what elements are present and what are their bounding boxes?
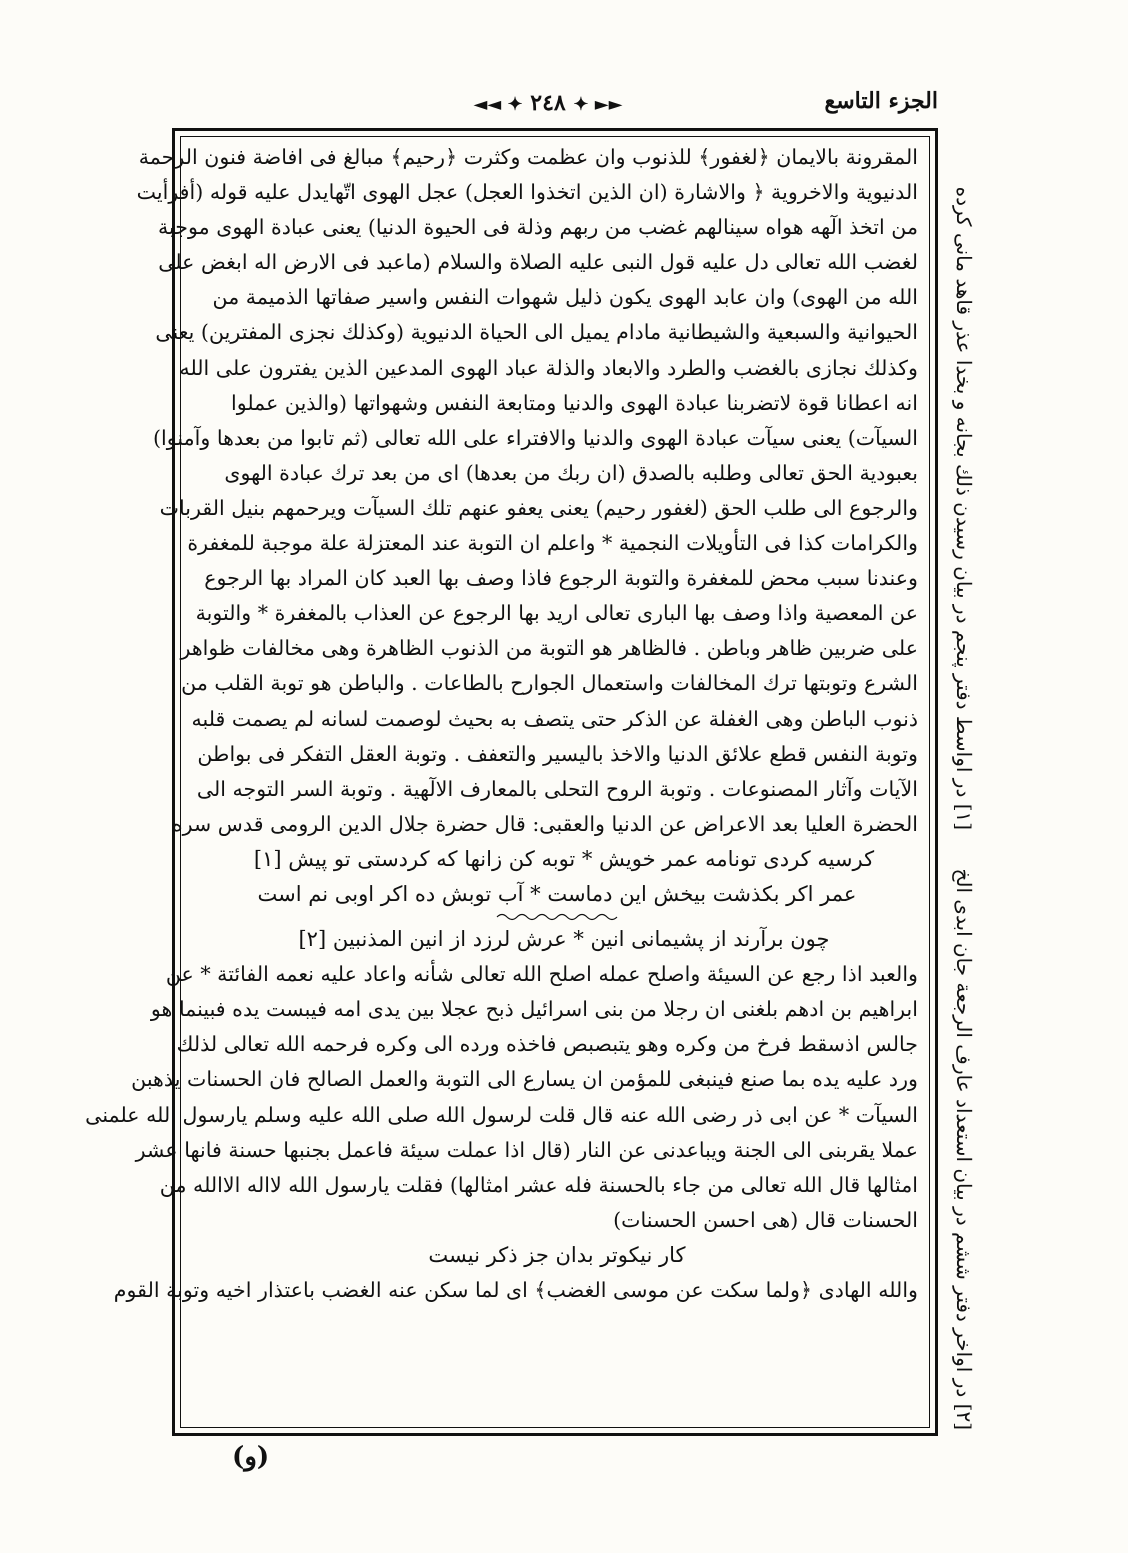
text-line: ورد عليه يده بما صنع فينبغى للمؤمن ان يسارع الى التوبة والعمل الصالح فان الحسنات يذهبن <box>131 1067 918 1092</box>
margin-notes <box>942 140 986 1430</box>
ornament-right-icon: ✦ ►► <box>573 94 623 115</box>
text-line: الحضرة العليا بعد الاعراض عن الدنيا والعقبى: قال حضرة جلال الدين الرومى قدس سره <box>171 811 918 836</box>
verse-3: كار نيكوتر بدان جز ذكر نيست <box>428 1242 686 1267</box>
text-line: ابراهيم بن ادهم بلغنى ان رجلا من بنى اسرائيل ذبح عجلا بين يدى امه فيبست يده فبينما هو <box>150 997 918 1022</box>
text-line: الدنيوية والاخروية ﴿ والاشارة (ان الذين اتخذوا العجل) عجل الهوى اتّهايدل عليه قوله (أفرأيت <box>136 180 918 205</box>
verse-2 <box>196 922 918 957</box>
verse-1-line-1 <box>196 842 918 877</box>
text-line: الحيوانية والسبعية والشيطانية مادام يميل الى الحياة الدنيوية (وكذلك نجزى المفترين) يعنى <box>155 320 918 345</box>
text-line: عن المعصية واذا وصف بها البارى تعالى اريد بها الرجوع عن العذاب بالمغفرة * والتوبة <box>195 601 918 626</box>
margin-note-2: [٢] در اواخر دفتر ششم در بيان استعداد عارف الرجعة جان ابدى الخ <box>952 868 976 1430</box>
text-line: والكرامات كذا فى التأويلات النجمية * واعلم ان التوبة عند المعتزلة علة موجبة للمغفرة <box>187 531 918 556</box>
margin-notes-column <box>942 140 986 1430</box>
footnote-marker-2: [٢] <box>298 927 327 952</box>
text-line: امثالها قال الله تعالى من جاء بالحسنة فله عشر امثالها) فقلت يارسول الله لااله الاالله من <box>159 1172 918 1197</box>
text-line: انه اعطانا قوة لاتضربنا عبادة الهوى والدنيا ومتابعة النفس وشهواتها (والذين عملوا <box>230 390 918 415</box>
text-line: من اتخذ الٓهه هواه سينالهم غضب من ربهم وذلة فى الحيوة الدنيا) يعنى عبادة الهوى موجبة <box>158 215 918 240</box>
text-line: السيآت) يعنى سيآت عبادة الهوى والدنيا والافتراء على الله تعالى (ثم تابوا من بعدها وآمنوا) <box>153 425 918 450</box>
margin-note-1: [١] در اواسط دفتر پنجم در بيان رسيدن ذلك بجانه و بخدا عذر قاهد مانى كرده <box>952 186 976 831</box>
text-line: لغضب الله تعالى دل عليه قول النبى عليه الصلاة والسلام (ماعبد فى الارض اله ابغض على <box>158 250 918 275</box>
text-line: ذنوب الباطن وهى الغفلة عن الذكر حتى يتصف به بحيث لوصمت لسانه لم يصمت قلبه <box>191 706 918 731</box>
text-line: عملا يقربنى الى الجنة ويباعدنى عن النار (قال اذا عملت سيئة فاعمل بجنبها حسنة فانها عشر <box>135 1137 918 1162</box>
verse-1-line-2: عمر اكر بكذشت بيخش اين دماست * آب توبش ده اكر اوبى نم است <box>257 881 857 906</box>
text-line-last: والله الهادى ﴿ولما سكت عن موسى الغضب﴾ اى لما سكن عنه الغضب باعتذار اخيه وتوبة القوم <box>113 1278 918 1302</box>
text-line: بعبودية الحق تعالى وطلبه بالصدق (ان ربك من بعدها) اى من بعد ترك عبادة الهوى <box>224 460 918 485</box>
section-title: الجزء التاسع <box>824 88 938 114</box>
text-line: الشرع وتوبتها ترك المخالفات واستعمال الجوارح بالطاعات . والباطن هو توبة القلب من <box>181 671 918 696</box>
page-number <box>448 90 648 116</box>
ornament-left-icon: ◄◄ ✦ <box>473 94 523 115</box>
verse-text: چون برآرند از پشيمانى انين * عرش لرزد از انين المذنبين <box>332 927 830 952</box>
wavy-divider <box>497 912 617 922</box>
text-line: وعندنا سبب محض للمغفرة والتوبة الرجوع فاذا وصف بها العبد كان المراد بها الرجوع <box>204 566 918 591</box>
footnote-marker-1: [١] <box>253 846 282 871</box>
text-line: السيآت * عن ابى ذر رضى الله عنه قال قلت لرسول الله صلى الله عليه وسلم يارسول الله علمنى <box>85 1102 918 1127</box>
running-head <box>178 88 938 124</box>
text-line: وتوبة النفس قطع علائق الدنيا والاخذ باليسير والتعفف . وتوبة العقل التفكر فى بواطن <box>197 741 918 766</box>
text-line: المقرونة بالايمان ﴿لغفور﴾ للذنوب وان عظمت وكثرت ﴿رحيم﴾ مبالغ فى افاضة فنون الرحمة <box>138 145 918 169</box>
text-line: على ضربين ظاهر وباطن . فالظاهر هو التوبة من الذنوب الظاهرة وهى مخالفات ظواهر <box>180 636 918 661</box>
text-line: الحسنات قال (هى احسن الحسنات) <box>613 1207 918 1232</box>
text-line: جالس اذسقط فرخ من وكره وهو يتبصبص فاخذه ورده الى وكره فرحمه الله تعالى لذلك <box>176 1032 918 1057</box>
page-number-text: ٢٤٨ <box>530 90 566 116</box>
text-line: الآيات وآثار المصنوعات . وتوبة الروح التحلى بالمعارف الالٓهية . وتوبة السر التوجه الى <box>196 776 918 801</box>
text-line: الله من الهوى) وان عابد الهوى يكون ذليل شهوات النفس واسير صفاتها الذميمة من <box>212 285 918 310</box>
signature-mark: (و) <box>232 1442 270 1472</box>
text-line: وكذلك نجازى بالغضب والطرد والابعاد والذلة عباد الهوى المدعين الذين يفترون على الله <box>179 355 918 380</box>
verse-text: كرسيه كردى تونامه عمر خويش * توبه كن زانها كه كردستى تو پيش <box>288 846 875 871</box>
text-line: والرجوع الى طلب الحق (لغفور رحيم) يعنى يعفو عنهم تلك السيآت ويرحمهم بنيل القربات <box>159 495 918 520</box>
main-text <box>85 140 918 1420</box>
text-line: والعبد اذا رجع عن السيئة واصلح عمله اصلح الله تعالى شأنه واعاد عليه نعمه الفائتة * عن <box>165 962 918 987</box>
